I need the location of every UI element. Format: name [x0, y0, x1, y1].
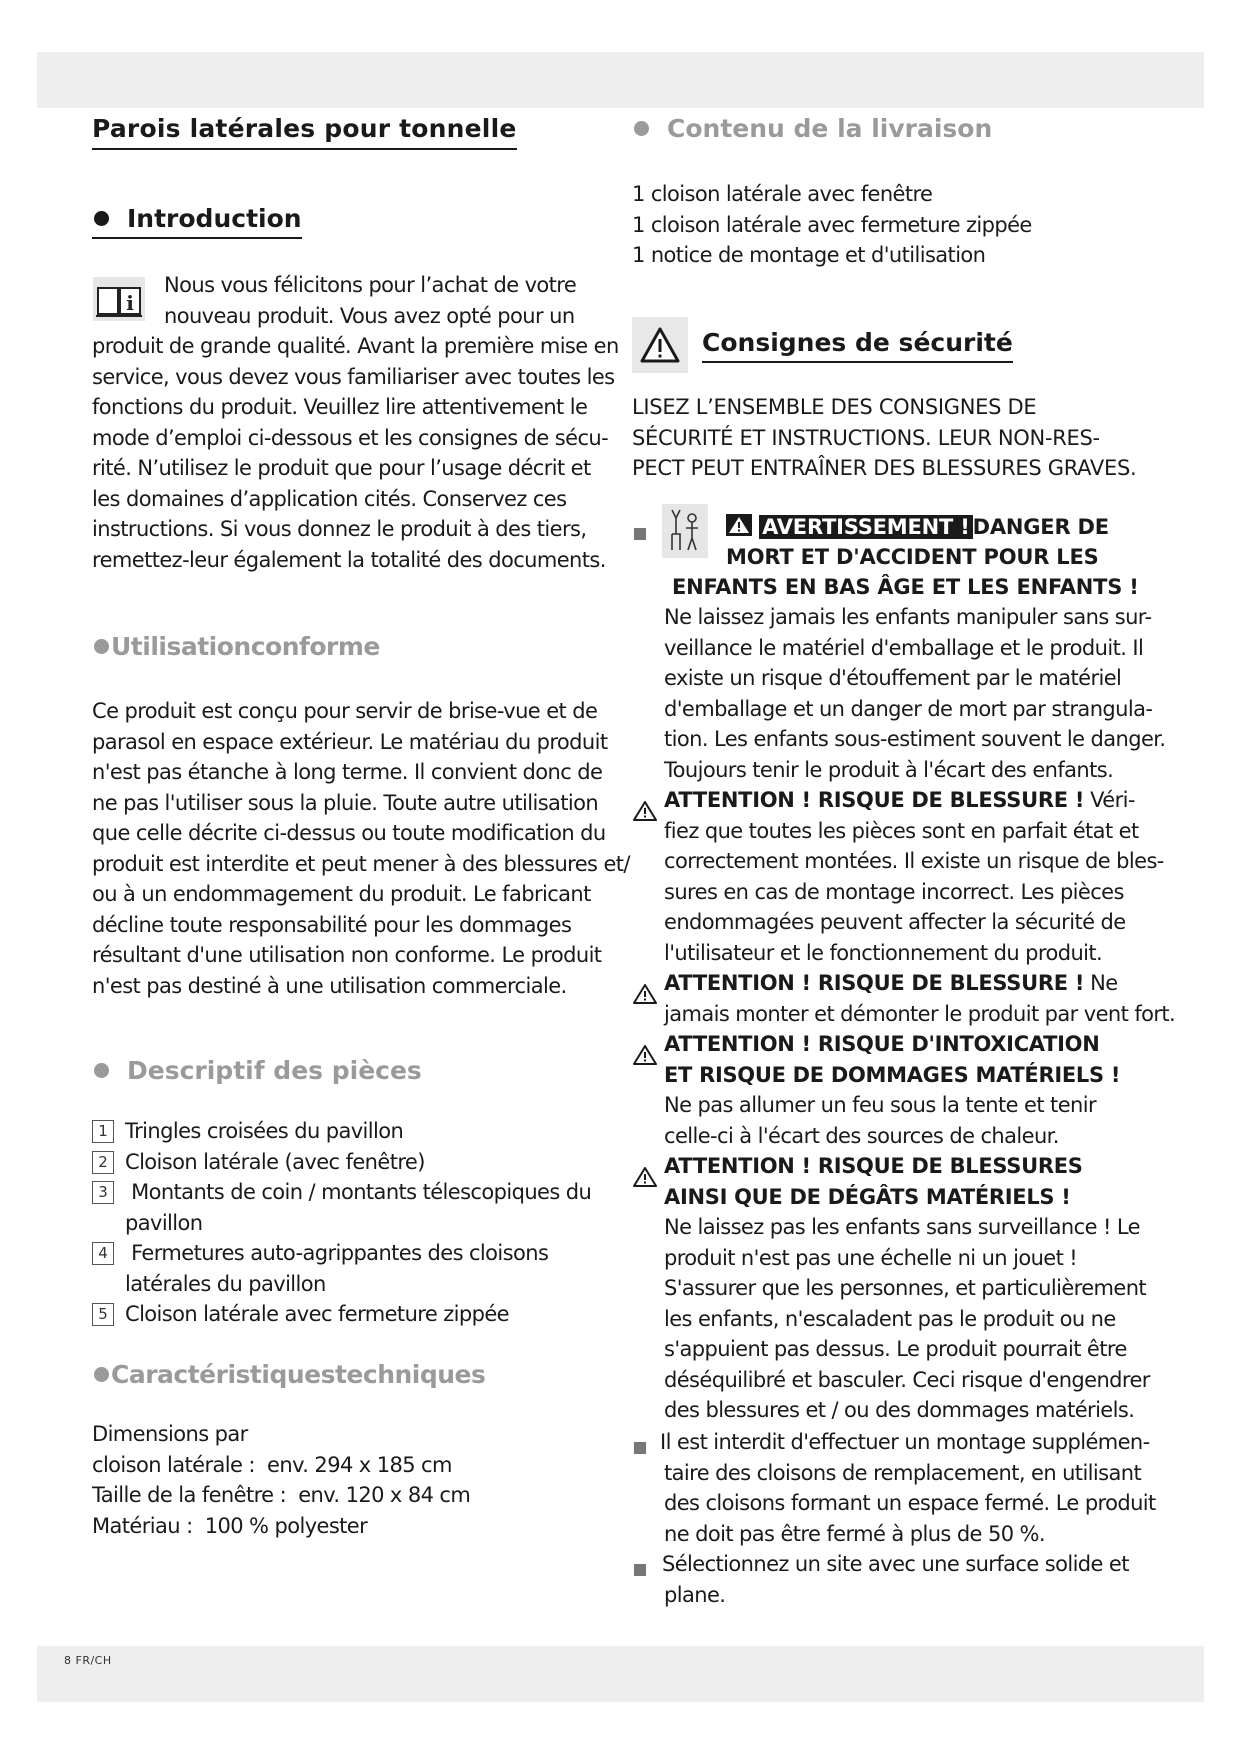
children-warning-text: Ne laissez jamais les enfants manipuler sans sur- veillance le matériel d'emballage et le produit. Il existe un risque d'étouffement par le matériel d'emballage et un danger de mort par strangula- tion. Les enfants sous-estiment souvent le danger. Toujours tenir le produit à l'écart des enfants. [664, 605, 1166, 782]
warning-triangle-icon [632, 983, 658, 1005]
parts-heading: Descriptif des pièces [92, 1054, 422, 1088]
list-item: 2 Cloison latérale (avec fenêtre) [92, 1147, 612, 1178]
list-item: 4 Fermetures auto-agrippantes des cloisons latérales du pavillon [92, 1238, 612, 1299]
document-title: Parois latérales pour tonnelle [92, 112, 517, 150]
child-hazard-icon [662, 504, 708, 558]
bullet-icon [94, 1367, 109, 1382]
square-bullet-icon [634, 1564, 646, 1576]
parts-list [92, 1116, 612, 1330]
safety-intro-caps: LISEZ L’ENSEMBLE DES CONSIGNES DE SÉCURITÉ ET INSTRUCTIONS. LEUR NON-RES- PECT PEUT ENTRAÎNER DES BLESSURES GRAVES. [632, 395, 1137, 480]
usage-heading: Utilisationconforme [92, 630, 380, 664]
warning-triangle-icon [632, 1044, 658, 1066]
children-warning-title-line3: ENFANTS EN BAS ÂGE ET LES ENFANTS ! [672, 575, 1139, 599]
square-bullet-icon [634, 528, 646, 540]
warning-triangle-icon [632, 800, 658, 822]
specs-heading: Caractéristiquestechniques [92, 1358, 485, 1392]
footer-band [37, 1646, 1204, 1702]
warning-injury-1: ATTENTION ! RISQUE DE BLESSURE ! Véri- fiez que toutes les pièces sont en parfait état et correctement montées. Il existe un risque de bles- sures en cas de montage incorrect. Les pièces endommagées peuvent affecter la sécurité de l'utilisateur et le fonctionnement du produit. [664, 788, 1164, 965]
safety-heading: Consignes de sécurité [702, 326, 1013, 363]
bullet-icon [634, 121, 649, 136]
header-band [37, 52, 1204, 108]
page-number: 8 FR/CH [64, 1654, 112, 1667]
list-item: 1 Tringles croisées du pavillon [92, 1116, 612, 1147]
warning-label: AVERTISSEMENT ! [759, 515, 972, 539]
warning-triangle-icon [726, 514, 752, 536]
usage-text: Ce produit est conçu pour servir de brise-vue et de parasol en espace extérieur. Le matériau du produit n'est pas étanche à long terme. Il convient donc de ne pas l'utiliser sous la pluie. Toute autre utilisation que celle décrite ci-dessus ou toute modification du produit est interdite et peut mener à des blessures et/ ou à un endommagement du produit. Le fabricant décline toute responsabilité pour les dommages résultant d'une utilisation non conforme. Le produit n'est pas destiné à une utilisation commerciale. [92, 699, 630, 998]
bullet-site-selection: Sélectionnez un site avec une surface solide et plane. [662, 1552, 1129, 1607]
warning-injuries-damage: ATTENTION ! RISQUE DE BLESSURES AINSI QUE DE DÉGÂTS MATÉRIELS ! Ne laissez pas les enfants sans surveillance ! Le produit n'est pas une échelle ni un jouet ! S'assurer que les personnes, et particulièrement les enfants, n'escaladent pas le produit ou ne s'appuient pas dessus. Le produit pourrait être déséquilibré et basculer. Ceci risque d'engendrer des blessures et / ou des dommages matériels. [664, 1154, 1150, 1422]
delivery-heading: Contenu de la livraison [632, 112, 992, 146]
bullet-icon [94, 639, 109, 654]
svg-text:i: i [126, 291, 134, 315]
warning-intoxication: ATTENTION ! RISQUE D'INTOXICATION ET RISQUE DE DOMMAGES MATÉRIELS ! Ne pas allumer un feu sous la tente et tenir celle-ci à l'écart des sources de chaleur. [664, 1032, 1121, 1148]
introduction-heading: Introduction [92, 202, 302, 239]
list-item: 5 Cloison latérale avec fermeture zippée [92, 1299, 612, 1330]
specs-text: Dimensions par cloison latérale : env. 294 x 185 cm Taille de la fenêtre : env. 120 x 84 cm Matériau : 100 % polyester [92, 1422, 471, 1538]
delivery-list: 1 cloison latérale avec fenêtre 1 cloison latérale avec fermeture zippée 1 notice de montage et d'utilisation [632, 182, 1032, 267]
introduction-text: Nous vous félicitons pour l’achat de votre nouveau produit. Vous avez opté pour un produit de grande qualité. Avant la première mise en service, vous devez vous familiariser avec toutes les fonctions du produit. Veuillez lire attentivement le mode d’emploi ci-dessous et les consignes de sécu- rité. N’utilisez le produit que pour l’usage décrit et les domaines d’application cités. Conservez ces instructions. Si vous donnez le produit à des tiers, remettez-leur également la totalité des documents. [92, 273, 619, 572]
bullet-icon [94, 1063, 109, 1078]
children-warning-title: AVERTISSEMENT ! DANGER DE MORT ET D'ACCIDENT POUR LES [726, 515, 1109, 569]
warning-triangle-icon [632, 1166, 658, 1188]
bullet-icon [94, 211, 109, 226]
bullet-assembly-limit: Il est interdit d'effectuer un montage supplémen- taire des cloisons de remplacement, en utilisant des cloisons formant un espace fermé. Le produit ne doit pas être fermé à plus de 50 %. [660, 1430, 1156, 1546]
warning-triangle-icon [632, 317, 688, 373]
warning-injury-2: ATTENTION ! RISQUE DE BLESSURE ! Ne jamais monter et démonter le produit par vent fort. [664, 971, 1176, 1026]
square-bullet-icon [634, 1442, 646, 1454]
list-item: 3 Montants de coin / montants télescopiques du pavillon [92, 1177, 612, 1238]
